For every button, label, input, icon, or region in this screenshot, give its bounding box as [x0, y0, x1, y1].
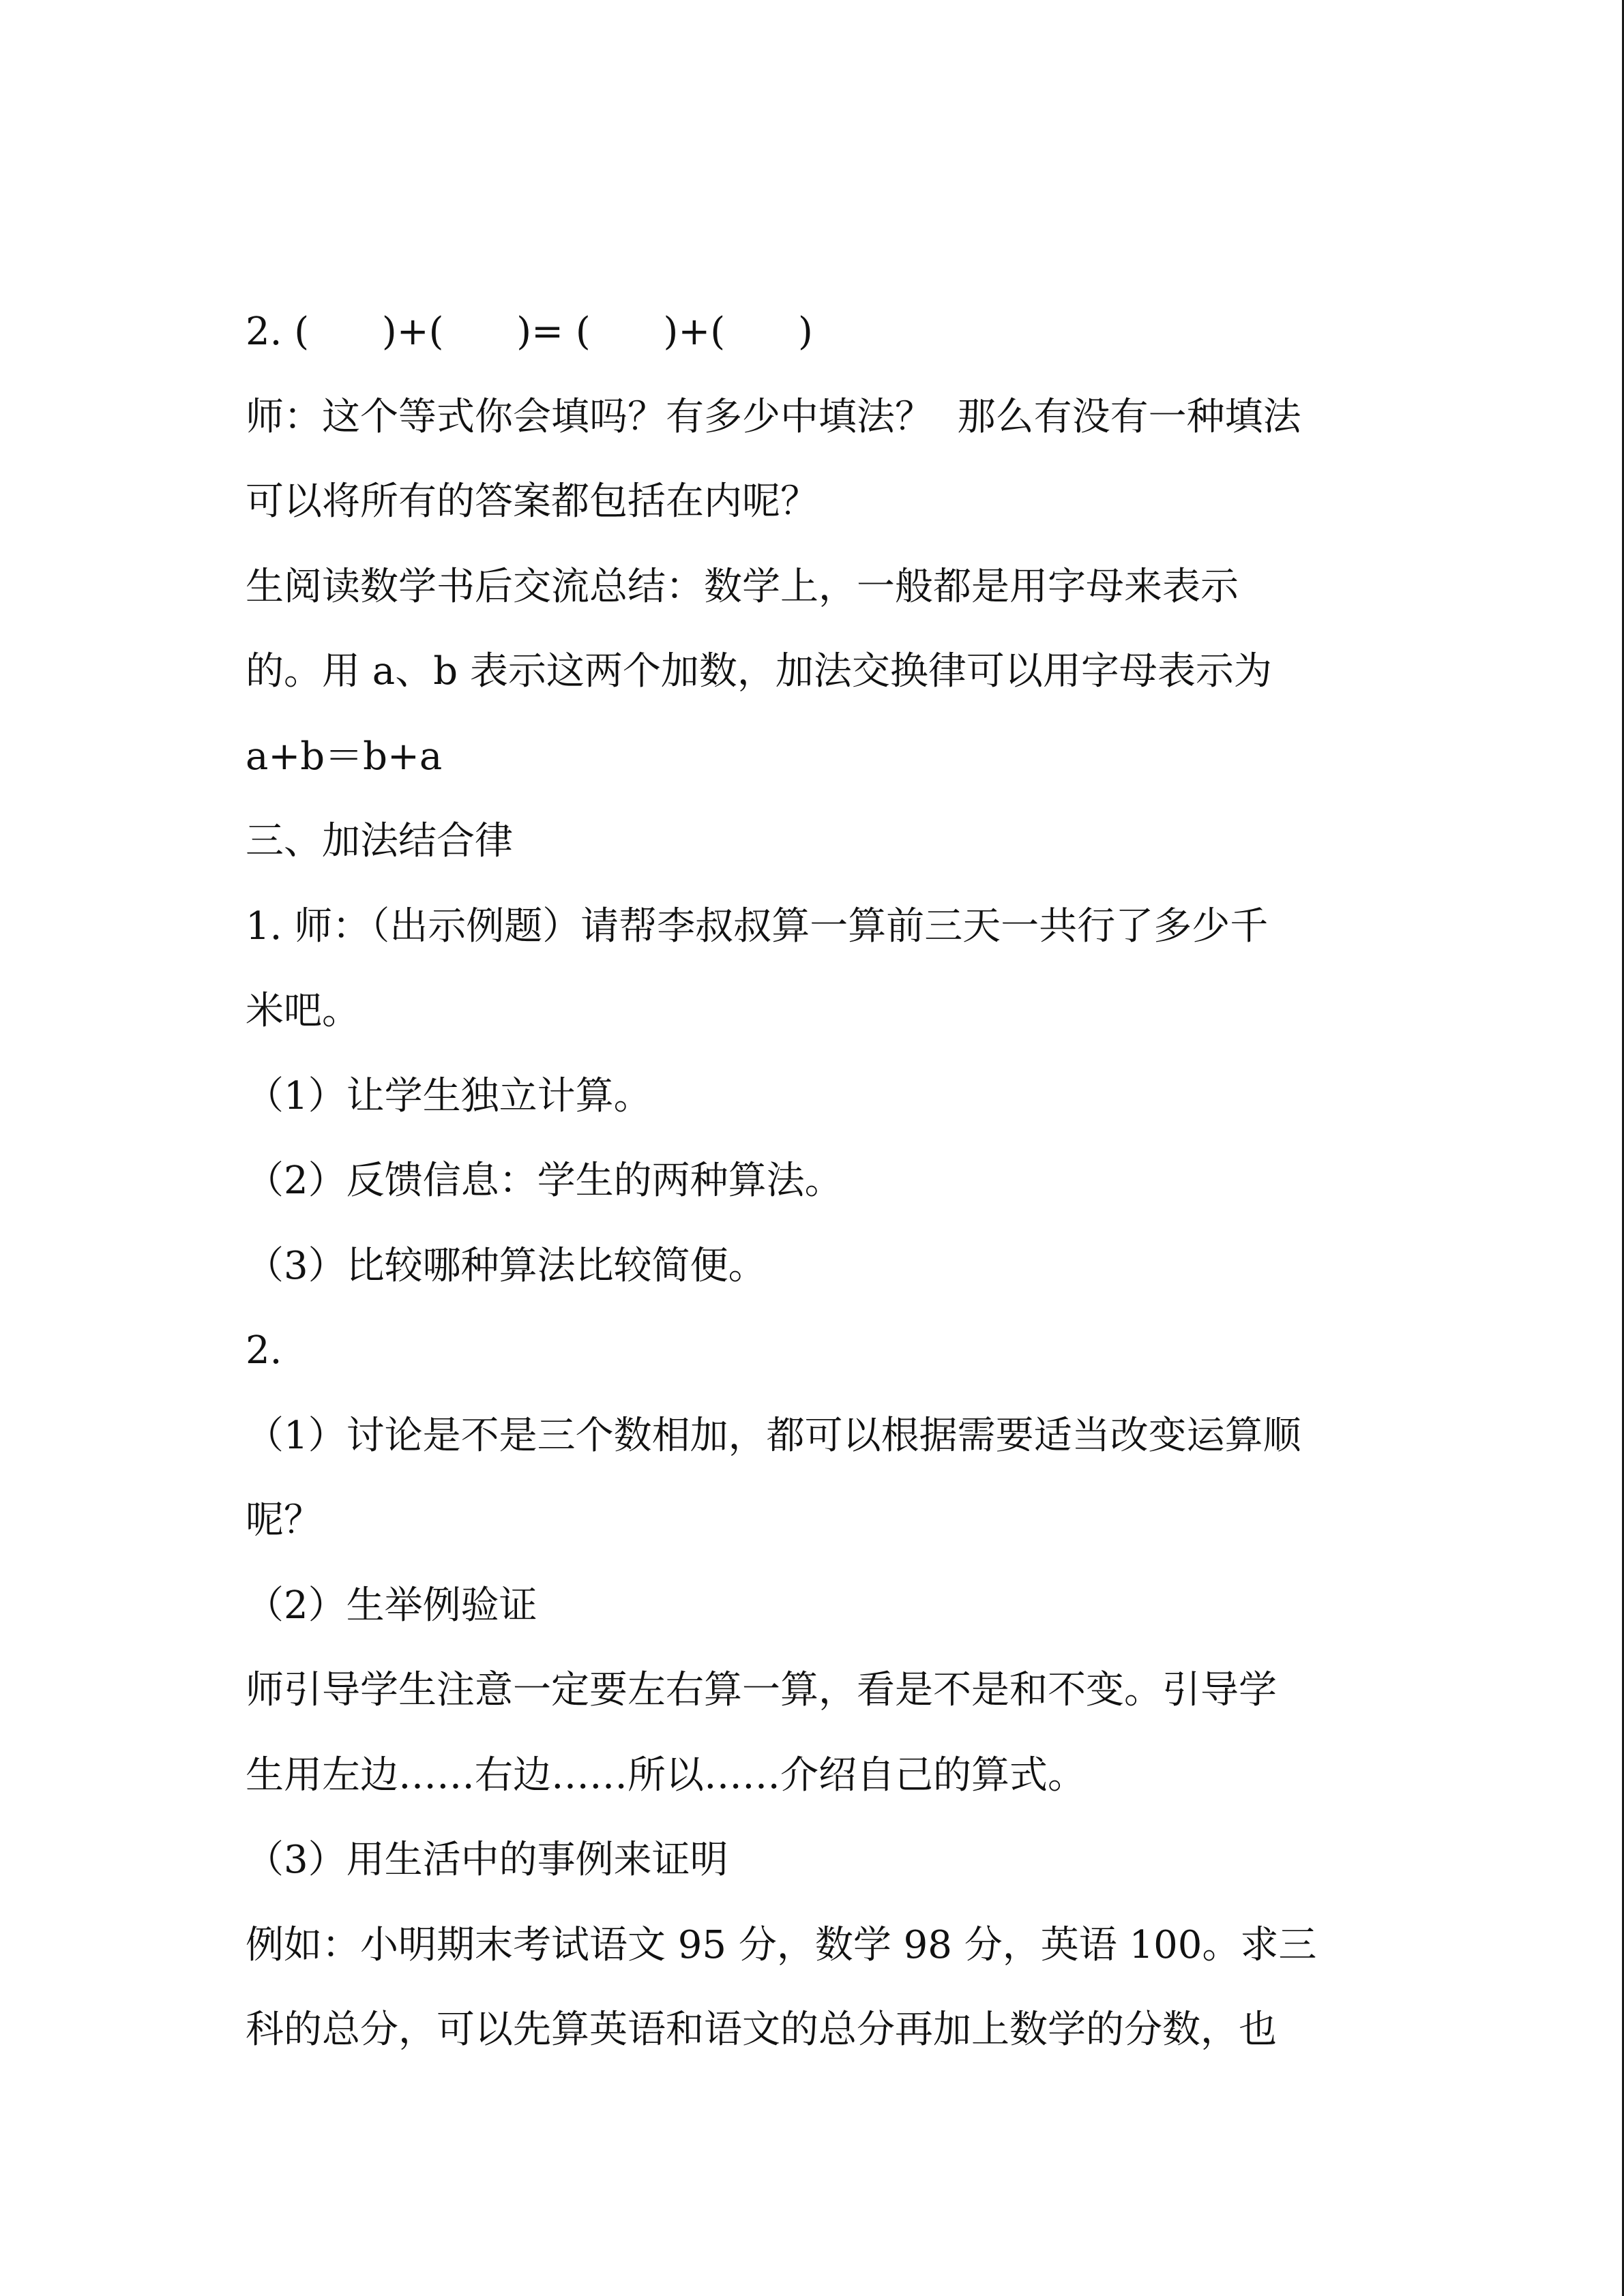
text-line: 师引导学生注意一定要左右算一算，看是不是和不变。引导学 [246, 1668, 1277, 1712]
text-line: 呢？ [246, 1498, 322, 1542]
text-line: （1）讨论是不是三个数相加，都可以根据需要适当改变运算顺 [246, 1413, 1301, 1458]
text-line: 师：这个等式你会填吗？有多少中填法？ 那么有没有一种填法 [246, 394, 1301, 439]
text-line: 米吧。 [246, 989, 360, 1033]
text-line: 科的总分，可以先算英语和语文的总分再加上数学的分数，也 [246, 2008, 1277, 2052]
document-body [246, 290, 1405, 2073]
section-heading: 三、加法结合律 [246, 819, 513, 863]
text-line: a+b＝b+a [246, 734, 443, 779]
text-line: 1. 师：（出示例题）请帮李叔叔算一算前三天一共行了多少千 [246, 904, 1269, 949]
text-line: （2）反馈信息：学生的两种算法。 [246, 1159, 843, 1203]
text-line: 例如：小明期末考试语文 95 分，数学 98 分，英语 100。求三 [246, 1922, 1317, 1967]
text-line: 生用左边……右边……所以……介绍自己的算式。 [246, 1753, 1086, 1798]
text-line: 可以将所有的答案都包括在内呢？ [246, 479, 818, 524]
text-line: 2. [246, 1328, 282, 1373]
text-line: 生阅读数学书后交流总结：数学上，一般都是用字母来表示 [246, 564, 1239, 609]
text-line: （1）让学生独立计算。 [246, 1073, 652, 1118]
text-line: （2）生举例验证 [246, 1583, 537, 1628]
text-line: （3）用生活中的事例来证明 [246, 1838, 728, 1882]
text-line: 的。用 a、b 表示这两个加数，加法交换律可以用字母表示为 [246, 649, 1272, 694]
text-line: （3）比较哪种算法比较简便。 [246, 1243, 767, 1288]
text-line: 2. ( )+( )= ( )+( ) [246, 310, 813, 354]
